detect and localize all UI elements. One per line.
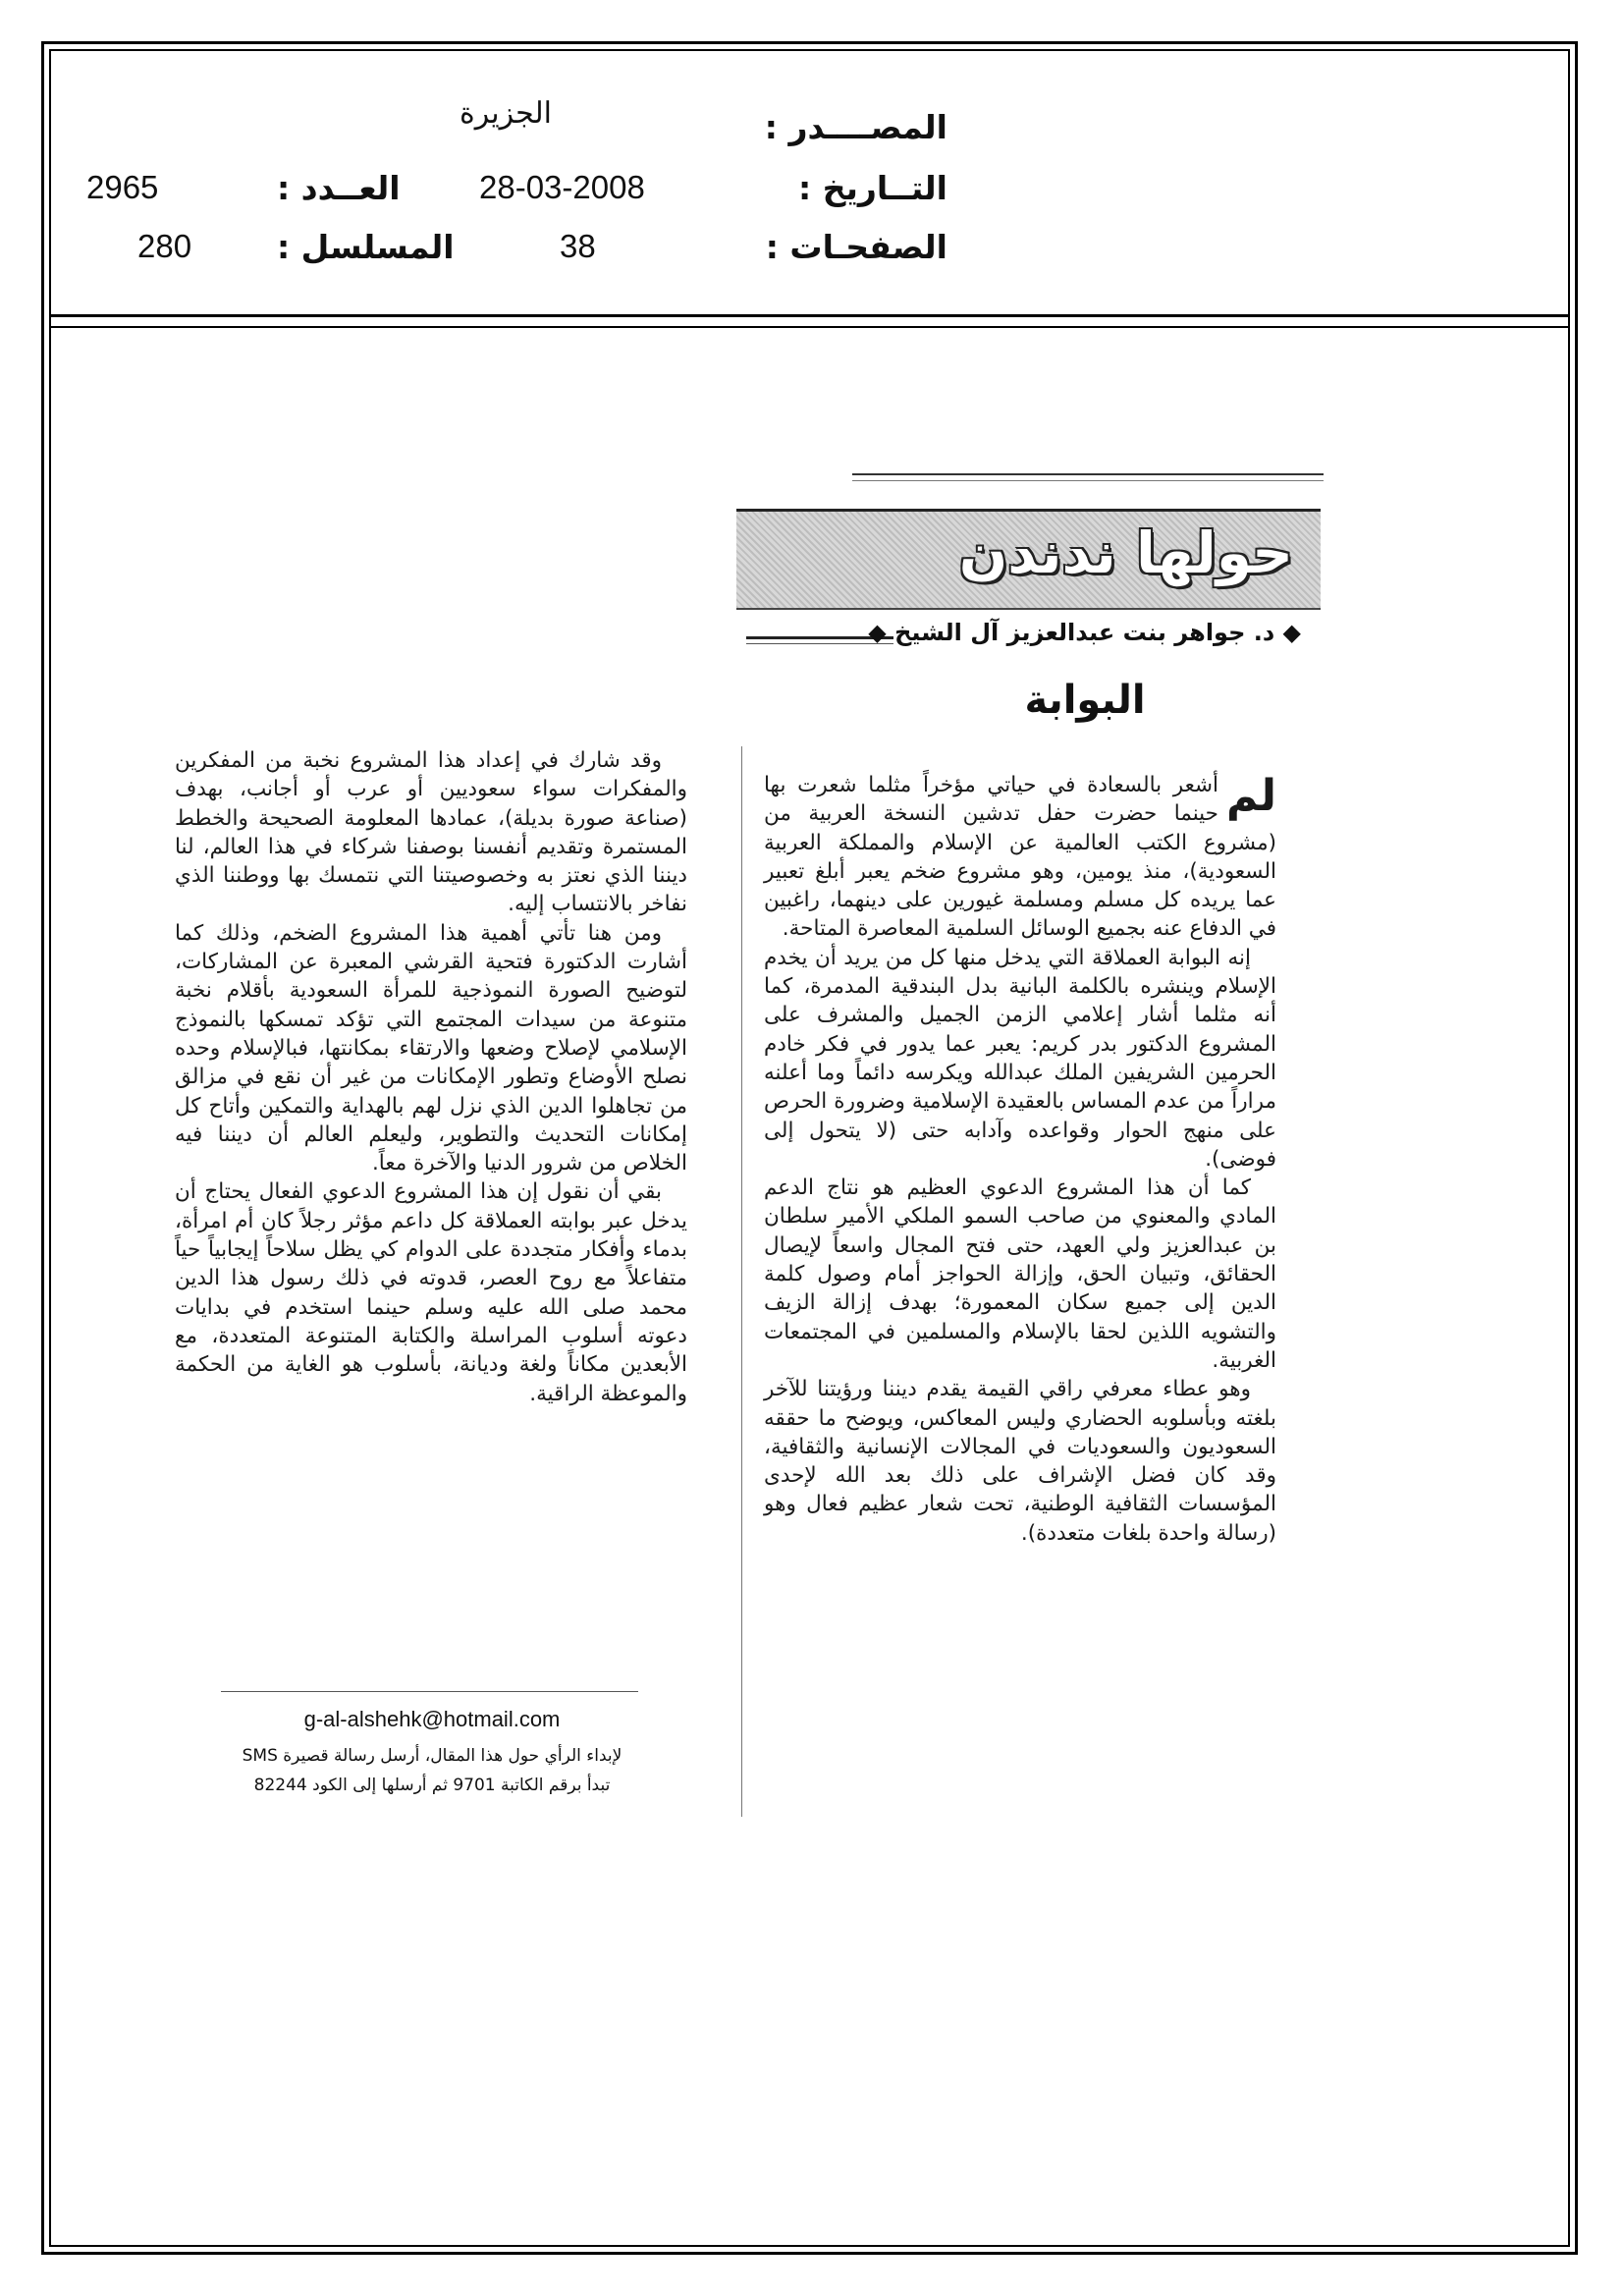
sms-instructions-line1: لإبداء الرأي حول هذا المقال، أرسل رسالة قصيرة SMS [242,1746,622,1766]
article-paragraph: وهو عطاء معرفي راقي القيمة يقدم ديننا ورؤيتنا للآخر بلغته وبأسلوبه الحضاري وليس المعاكس، ويوضح ما حققه السعوديون والسعوديات في المجالات الإنسانية والثقافية، وقد كان فضل الإشراف على ذلك بعد الله لإحدى المؤسسات الثقافية الوطنية، تحت شعار عظيم فعال وهو (رسالة واحدة بلغات متعددة). [764,1377,1276,1546]
date-value: 28-03-2008 [479,169,645,205]
article-title: البوابة [1024,678,1146,723]
article-column-right [764,771,1276,1548]
sms-instructions-line2: تبدأ برقم الكاتبة 9701 ثم أرسلها إلى الكود 82244 [253,1776,611,1795]
article-paragraph: ومن هنا تأتي أهمية هذا المشروع الضخم، وذلك كما أشارت الدكتورة فتحية القرشي المعبرة عن المشاركات، لتوضيح الصورة النموذجية للمرأة السعودية بأقلام نخبة متنوعة من سيدات المجتمع التي تؤكد تمسكها بالنموذج الإسلامي لإصلاح وضعها والارتقاء بمكانتها، فبالإسلام وحده نصلح الأوضاع وتطور الإمكانات من غير أن نقع في مزالق من تجاهلوا الدين الذي نزل لهم بالهداية والتمكين وأتاح كل إمكانات التحديث والتطوير، وليعلم العالم أن ديننا فيه الخلاص من شرور الدنيا والآخرة معاً. [175,920,687,1176]
source-label: المصــــدر : [764,108,947,146]
header-divider-secondary [49,326,1570,328]
article-paragraph: بقي أن نقول إن هذا المشروع الدعوي الفعال يحتاج أن يدخل عبر بوابته العملاقة كل داعم مؤثر رجلاً كان أم امرأة، بدماء وأفكار متجددة على الدوام كي يظل سلاحاً إيجابياً حياً متفاعلاً مع روح العصر، قدوته في ذلك رسول هذا الدين محمد صلى الله عليه وسلم حينما استخدم في بدايات دعوته أسلوب المراسلة والكتابة المتنوعة المتعددة، مع الأبعدين مكاناً ولغة وديانة، بأسلوب هو الغاية من الحكمة والموعظة الراقية. [175,1179,687,1406]
issue-value: 2965 [86,169,159,205]
author-email: g-al-alshehk@hotmail.com [303,1707,561,1731]
serial-label: المسلسل : [277,228,455,266]
article-paragraph: إنه البوابة العملاقة التي يدخل منها كل من يريد أن يخدم الإسلام وينشره بالكلمة البانية بدل البندقية المدمرة، كما أنه مثلما أشار إعلامي الزمن الجميل والمشرف على المشروع الدكتور بدر كريم: يعبر عما يدور في فكر خادم الحرمين الشريفين الملك عبدالله ويكرسه دائماً وما أعلنه مراراً من عدم المساس بالعقيدة الإسلامية وضرورة الحرص على منهج الحوار وقواعده وآدابه حتى (لا يتحول إلى فوضى). [764,945,1276,1172]
article-paragraph: كما أن هذا المشروع الدعوي العظيم هو نتاج الدعم المادي والمعنوي من صاحب السمو الملكي الأمير سلطان بن عبدالعزيز ولي العهد، حتى فتح المجال واسعاً لإيصال الحقائق، وتبيان الحق، وإزالة الحواجز أمام وصول كلمة الدين إلى جميع سكان المعمورة؛ بهدف إزالة الزيف والتشويه اللذين لحقا بالإسلام والمسلمين في المجتمعات الغربية. [764,1175,1276,1373]
article-column-left [175,746,687,1408]
author-name: ◆ د. جواهر بنت عبدالعزيز آل الشيخ ◆ [868,619,1301,646]
column-divider [741,746,742,1817]
pages-label: الصفحـات : [765,228,947,266]
drop-cap: لم [1225,771,1276,821]
date-label: التــاريخ : [798,169,947,207]
clipping-top-rule [852,473,1324,475]
source-value: الجزيرة [460,97,553,130]
footer-rule [221,1691,638,1692]
author-row [746,619,1321,658]
column-name: حولها ندندن [958,519,1293,586]
serial-value: 280 [137,228,192,264]
header-divider [49,314,1570,317]
article-paragraph: وقد شارك في إعداد هذا المشروع نخبة من المفكرين والمفكرات سواء سعوديين أو عرب أو أجانب، بهدف (صناعة صورة بديلة)، عمادها المعلومة الصحيحة والخطط المستمرة وتقديم أنفسنا بوصفنا شركاء في هذا العالم، لنا ديننا الذي نعتز به وخصوصيتنا التي نتمسك بها ووطننا الذي نفاخر بالانتساب إليه. [175,748,687,917]
pages-value: 38 [560,228,596,264]
clipping-top-rule-thin [852,480,1324,481]
issue-label: العــدد : [277,169,401,207]
column-banner [736,509,1321,610]
article-paragraph: لم أشعر بالسعادة في حياتي مؤخراً مثلما شعرت بها حينما حضرت حفل تدشين النسخة العربية من (مشروع الكتب العالمية عن الإسلام والمملكة العربية السعودية)، منذ يومين، وهو مشروع ضخم يعبر أبلغ تعبير عما يريده كل مسلم ومسلمة غيورين على دينهما، راغبين في الدفاع عنه بجميع الوسائل السلمية المعاصرة المتاحة. [764,771,1276,942]
